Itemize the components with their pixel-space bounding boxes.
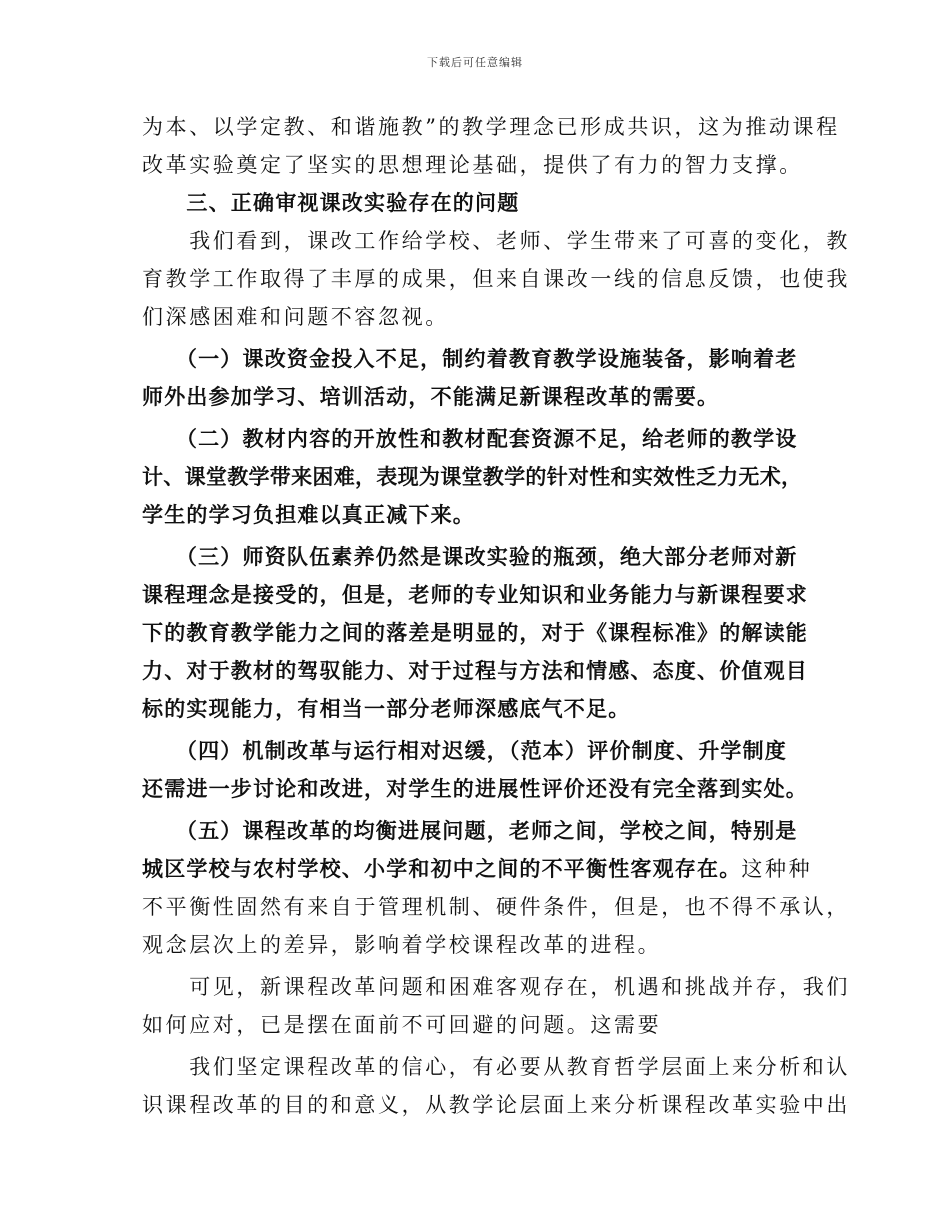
issue-line: 计、课堂教学带来困难，表现为课堂教学的针对性和实效性乏力无术， — [142, 464, 803, 489]
issue-line: 还需进一步讨论和改进，对学生的进展性评价还没有完全落到实处。 — [142, 776, 808, 801]
paragraph-line: 改革实验奠定了坚实的思想理论基础，提供了有力的智力支撑。 — [142, 153, 803, 177]
issue-line: 课程理念是接受的，但是，老师的专业知识和业务能力与新课程要求 — [142, 582, 808, 607]
mixed-line — [142, 850, 812, 888]
issue-line: （二）教材内容的开放性和教材配套资源不足，给老师的教学设 — [142, 426, 798, 451]
paragraph-line: 可见，新课程改革问题和困难客观存在，机遇和挑战并存，我们 — [142, 975, 850, 999]
paragraph-line: 们深感困难和问题不容忽视。 — [142, 305, 449, 329]
issue-line: （三）师资队伍素养仍然是课改实验的瓶颈，绝大部分老师对新 — [142, 544, 798, 569]
issue-line: 师外出参加学习、培训活动，不能满足新课程改革的需要。 — [142, 384, 720, 409]
paragraph-line: 识课程改革的目的和意义，从教学论层面上来分析课程改革实验中出 — [142, 1093, 850, 1117]
issue-line: （五）课程改革的均衡进展问题，老师之间，学校之间，特别是 — [142, 818, 798, 843]
issue-line: 学生的学习负担难以真正减下来。 — [142, 502, 475, 527]
paragraph-line: 为本、以学定教、和谐施教”的教学理念已形成共识，这为推动课程 — [142, 115, 840, 139]
issue-line: 标的实现能力，有相当一部分老师深感底气不足。 — [142, 696, 631, 721]
paragraph-line: 育教学工作取得了丰厚的成果，但来自课改一线的信息反馈，也使我 — [142, 267, 850, 291]
paragraph-line: 我们看到，课改工作给学校、老师、学生带来了可喜的变化，教 — [142, 229, 850, 253]
issue-line: （四）机制改革与运行相对迟缓，（范本）评价制度、升学制度 — [142, 738, 787, 763]
issue-line: 下的教育教学能力之间的落差是明显的，对于《课程标准》的解读能 — [142, 620, 808, 645]
section-heading: 三、正确审视课改实验存在的问题 — [142, 190, 520, 215]
document-body — [142, 108, 850, 1124]
paragraph-line: 如何应对，已是摆在面前不可回避的问题。这需要 — [142, 1013, 662, 1037]
issue-line: 城区学校与农村学校、小学和初中之间的不平衡性客观存在。 — [142, 856, 742, 881]
page-header: 下载后可任意编辑 — [427, 56, 523, 69]
paragraph-line: 不平衡性固然有来自于管理机制、硬件条件，但是，也不得不承认， — [142, 895, 850, 919]
issue-line: （一）课改资金投入不足，制约着教育教学设施装备，影响着老 — [142, 346, 798, 371]
paragraph-line: 这种种 — [741, 857, 813, 881]
issue-line: 力、对于教材的驾驭能力、对于过程与方法和情感、态度、价值观目 — [142, 658, 808, 683]
paragraph-line: 我们坚定课程改革的信心，有必要从教育哲学层面上来分析和认 — [142, 1055, 850, 1079]
paragraph-line: 观念层次上的差异，影响着学校课程改革的进程。 — [142, 933, 662, 957]
